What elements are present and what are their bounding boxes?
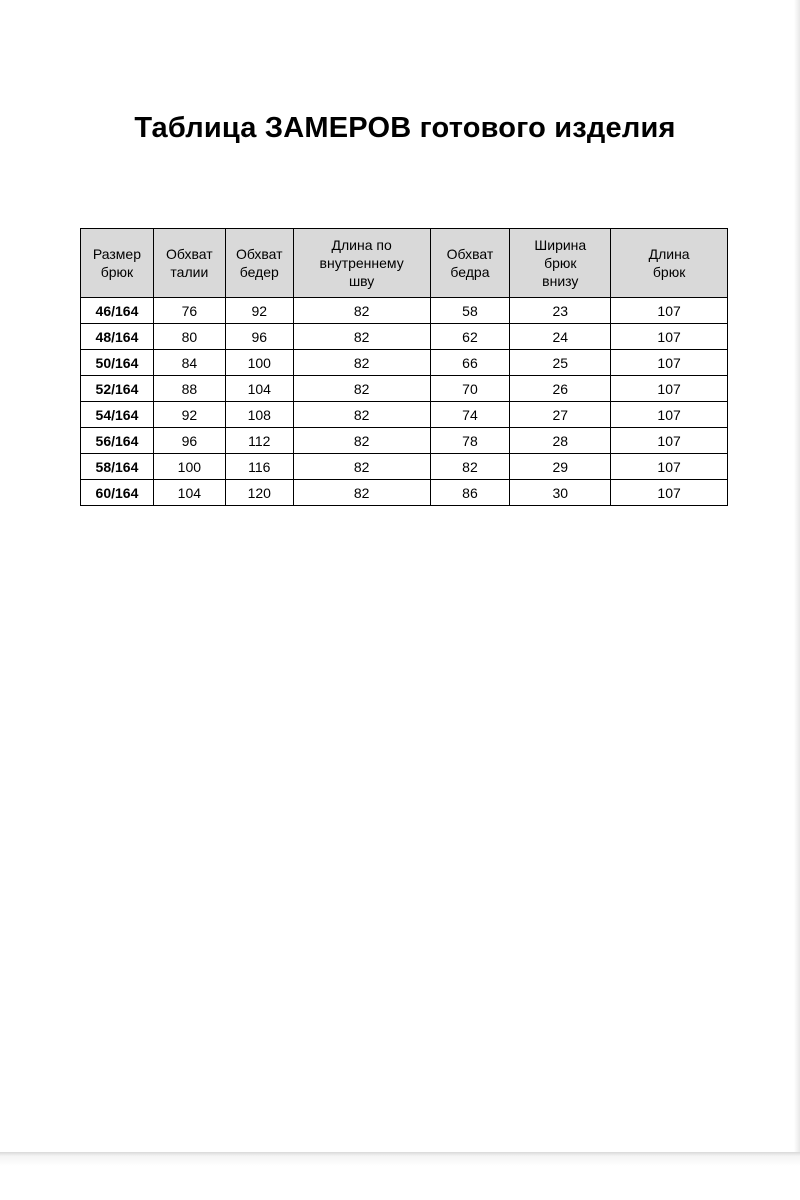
hem-width-cell: 27 xyxy=(510,402,611,428)
table-row xyxy=(81,454,728,480)
length-cell: 107 xyxy=(611,376,728,402)
size-cell: 56/164 xyxy=(81,428,154,454)
table-row xyxy=(81,428,728,454)
thigh-cell: 74 xyxy=(430,402,510,428)
inseam-cell: 82 xyxy=(293,480,430,506)
thigh-cell: 78 xyxy=(430,428,510,454)
hips-cell: 104 xyxy=(225,376,293,402)
waist-cell: 92 xyxy=(153,402,225,428)
size-cell: 54/164 xyxy=(81,402,154,428)
thigh-cell: 62 xyxy=(430,324,510,350)
waist-cell: 96 xyxy=(153,428,225,454)
hem-width-cell: 28 xyxy=(510,428,611,454)
length-cell: 107 xyxy=(611,350,728,376)
table-row xyxy=(81,350,728,376)
thigh-cell: 66 xyxy=(430,350,510,376)
size-cell: 48/164 xyxy=(81,324,154,350)
hips-cell: 92 xyxy=(225,298,293,324)
length-cell: 107 xyxy=(611,324,728,350)
header-waist-girth: Обхват талии xyxy=(153,229,225,298)
document-title: Таблица ЗАМЕРОВ готового изделия xyxy=(134,112,676,144)
hips-cell: 100 xyxy=(225,350,293,376)
header-inseam-length: Длина по внутреннему шву xyxy=(293,229,430,298)
thigh-cell: 70 xyxy=(430,376,510,402)
hips-cell: 96 xyxy=(225,324,293,350)
length-cell: 107 xyxy=(611,480,728,506)
size-cell: 58/164 xyxy=(81,454,154,480)
size-cell: 50/164 xyxy=(81,350,154,376)
table-header-row xyxy=(81,229,728,298)
hem-width-cell: 25 xyxy=(510,350,611,376)
inseam-cell: 82 xyxy=(293,402,430,428)
inseam-cell: 82 xyxy=(293,350,430,376)
header-hem-width: Ширина брюк внизу xyxy=(510,229,611,298)
header-hips-girth: Обхват бедер xyxy=(225,229,293,298)
waist-cell: 84 xyxy=(153,350,225,376)
inseam-cell: 82 xyxy=(293,454,430,480)
length-cell: 107 xyxy=(611,428,728,454)
page-edge-shadow-bottom xyxy=(0,1152,800,1200)
waist-cell: 80 xyxy=(153,324,225,350)
hem-width-cell: 30 xyxy=(510,480,611,506)
table-row xyxy=(81,480,728,506)
length-cell: 107 xyxy=(611,454,728,480)
waist-cell: 88 xyxy=(153,376,225,402)
hem-width-cell: 24 xyxy=(510,324,611,350)
length-cell: 107 xyxy=(611,402,728,428)
table-row xyxy=(81,402,728,428)
inseam-cell: 82 xyxy=(293,298,430,324)
size-cell: 60/164 xyxy=(81,480,154,506)
hem-width-cell: 29 xyxy=(510,454,611,480)
table-row xyxy=(81,324,728,350)
length-cell: 107 xyxy=(611,298,728,324)
table-row xyxy=(81,298,728,324)
inseam-cell: 82 xyxy=(293,376,430,402)
hips-cell: 108 xyxy=(225,402,293,428)
hips-cell: 112 xyxy=(225,428,293,454)
thigh-cell: 58 xyxy=(430,298,510,324)
table-row xyxy=(81,376,728,402)
waist-cell: 104 xyxy=(153,480,225,506)
hips-cell: 120 xyxy=(225,480,293,506)
waist-cell: 100 xyxy=(153,454,225,480)
header-trouser-size: Размер брюк xyxy=(81,229,154,298)
size-cell: 52/164 xyxy=(81,376,154,402)
inseam-cell: 82 xyxy=(293,324,430,350)
hem-width-cell: 23 xyxy=(510,298,611,324)
page-edge-shadow-right xyxy=(794,0,800,1158)
header-trouser-length: Длина брюк xyxy=(611,229,728,298)
header-thigh-girth: Обхват бедра xyxy=(430,229,510,298)
thigh-cell: 82 xyxy=(430,454,510,480)
inseam-cell: 82 xyxy=(293,428,430,454)
measurements-table xyxy=(80,228,728,506)
hem-width-cell: 26 xyxy=(510,376,611,402)
size-cell: 46/164 xyxy=(81,298,154,324)
hips-cell: 116 xyxy=(225,454,293,480)
waist-cell: 76 xyxy=(153,298,225,324)
thigh-cell: 86 xyxy=(430,480,510,506)
